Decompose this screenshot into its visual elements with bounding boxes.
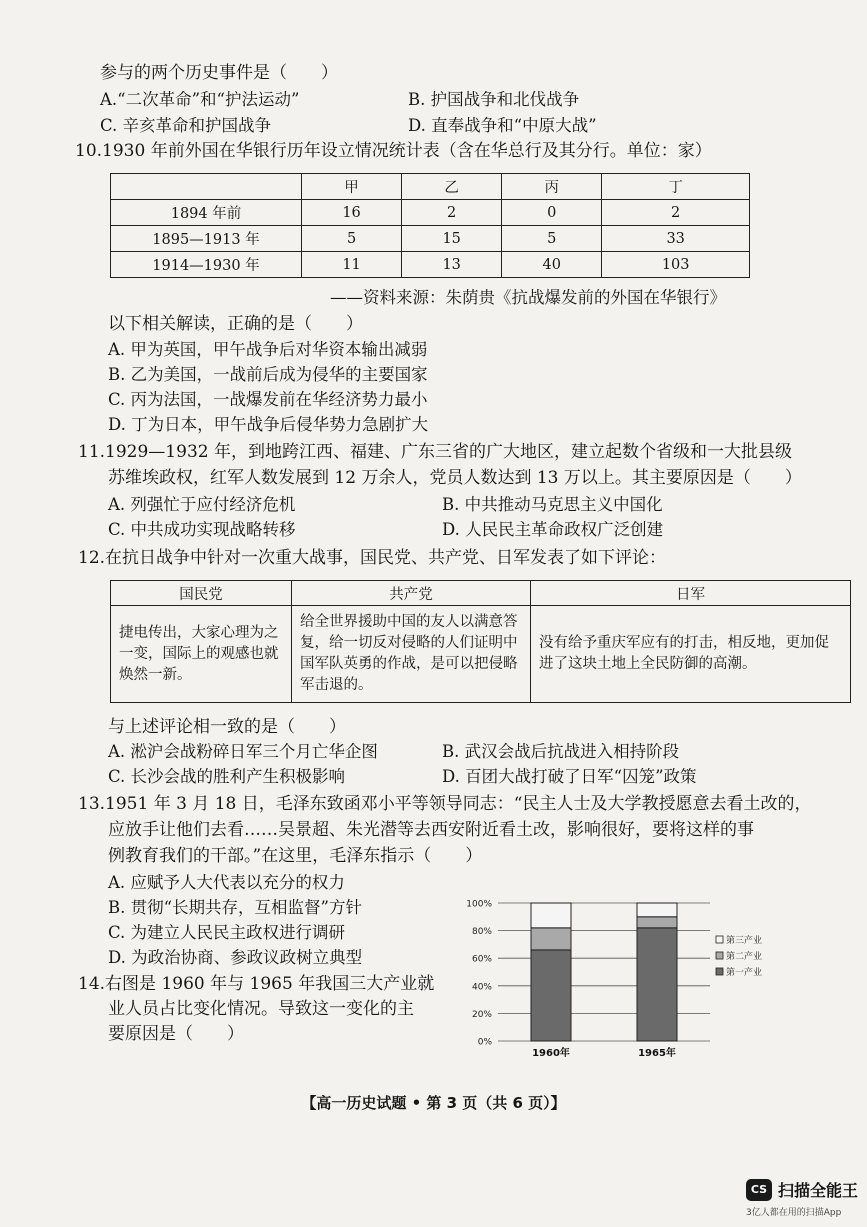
table-row xyxy=(111,200,750,226)
q13-stem-line1 xyxy=(78,793,811,815)
q13-stem-line3: 例教育我们的干部。”在这里，毛泽东指示（ ） xyxy=(108,846,483,866)
table-cell: 捷电传出，大家心理为之一变，国际上的观感也就焕然一新。 xyxy=(111,606,292,703)
q9-option-d: D. 直奉战争和“中原大战” xyxy=(408,116,597,135)
chart-ytick-label: 80% xyxy=(471,927,492,938)
chart-bar-segment xyxy=(637,917,677,928)
q11-option-a: A. 列强忙于应付经济危机 xyxy=(108,495,296,514)
chart-legend-swatch xyxy=(716,952,723,959)
table-header-cell: 乙 xyxy=(402,174,502,200)
scanner-logo-icon: CS xyxy=(746,1179,772,1201)
q11-stem-text: 1929—1932 年，到地跨江西、福建、广东三省的广大地区，建立起数个省级和一大批县级 xyxy=(105,442,792,462)
table-cell: 给全世界援助中国的友人以满意答复，给一切反对侵略的人们证明中国军队英勇的作战，是可以把侵略军击退的。 xyxy=(292,606,531,703)
q10-bank-table xyxy=(110,173,750,278)
q12-stem-text: 在抗日战争中针对一次重大战事，国民党、共产党、日军发表了如下评论： xyxy=(105,548,667,568)
q14-number: 14. xyxy=(78,974,106,994)
q14-stem-line1 xyxy=(78,973,434,995)
q12-comment-table xyxy=(110,580,851,703)
q10-stem-text: 1930 年前外国在华银行历年设立情况统计表（含在华总行及其分行。单位：家） xyxy=(102,141,712,161)
chart-legend-label: 第一产业 xyxy=(726,968,763,978)
q12-stem xyxy=(78,547,666,569)
chart-bar-segment xyxy=(637,928,677,1041)
q13-stem-text: 1951 年 3 月 18 日，毛泽东致函邓小平等领导同志：“民主人士及大学教授愿意去看土改的， xyxy=(105,794,812,814)
table-row xyxy=(111,252,750,278)
table-cell: 5 xyxy=(502,226,602,252)
table-header-row xyxy=(111,174,750,200)
q10-source: ——资料来源：朱荫贵《抗战爆发前的外国在华银行》 xyxy=(330,288,726,307)
table-cell: 1895—1913 年 xyxy=(111,226,302,252)
q13-option-a: A. 应赋予人大代表以充分的权力 xyxy=(108,873,345,892)
table-row xyxy=(111,226,750,252)
table-cell: 11 xyxy=(302,252,402,278)
q14-stem-line2: 业人员占比变化情况。导致这一变化的主 xyxy=(108,999,414,1019)
q11-stem-line2: 苏维埃政权，红军人数发展到 12 万余人，党员人数达到 13 万以上。其主要原因是（ ） xyxy=(108,468,802,488)
chart-ytick-label: 0% xyxy=(477,1037,492,1048)
table-cell: 5 xyxy=(302,226,402,252)
table-header-cell: 共产党 xyxy=(292,581,531,606)
q13-option-b: B. 贯彻“长期共存，互相监督”方针 xyxy=(108,898,362,917)
q11-option-b: B. 中共推动马克思主义中国化 xyxy=(442,495,663,514)
chart-bar-segment xyxy=(637,903,677,917)
table-header-cell: 日军 xyxy=(531,581,851,606)
chart-bar-segment xyxy=(531,950,571,1041)
q12-option-c: C. 长沙会战的胜利产生积极影响 xyxy=(108,767,346,786)
chart-xtick-label: 1965年 xyxy=(638,1048,676,1059)
table-cell: 1914—1930 年 xyxy=(111,252,302,278)
chart-bar-segment xyxy=(531,903,571,928)
q10-prompt: 以下相关解读，正确的是（ ） xyxy=(108,314,363,334)
q11-stem-line1 xyxy=(78,441,792,463)
chart-legend-label: 第三产业 xyxy=(726,936,763,946)
table-cell: 103 xyxy=(602,252,750,278)
chart-ytick-label: 40% xyxy=(471,982,492,993)
q10-option-b: B. 乙为美国，一战前后成为侵华的主要国家 xyxy=(108,365,428,384)
q9-option-c: C. 辛亥革命和护国战争 xyxy=(100,116,272,135)
q11-number: 11. xyxy=(78,442,106,462)
table-header-cell: 丙 xyxy=(502,174,602,200)
table-header-cell xyxy=(111,174,302,200)
q11-option-d: D. 人民民主革命政权广泛创建 xyxy=(442,520,664,539)
q13-option-c: C. 为建立人民民主政权进行调研 xyxy=(108,923,346,942)
table-header-cell: 丁 xyxy=(602,174,750,200)
q14-stem-text: 右图是 1960 年与 1965 年我国三大产业就 xyxy=(105,974,435,994)
page-footer: 【高一历史试题 • 第 3 页（共 6 页）】 xyxy=(301,1094,566,1112)
q13-number: 13. xyxy=(78,794,106,814)
table-cell: 没有给予重庆军应有的打击，相反地，更加促进了这块土地上全民防御的高潮。 xyxy=(531,606,851,703)
q13-stem-line2: 应放手让他们去看……吴景超、朱光潜等去西安附近看土改，影响很好，要将这样的事 xyxy=(108,820,754,840)
chart-ytick-label: 20% xyxy=(471,1009,492,1020)
table-cell: 40 xyxy=(502,252,602,278)
table-cell: 2 xyxy=(602,200,750,226)
table-cell: 2 xyxy=(402,200,502,226)
table-cell: 16 xyxy=(302,200,402,226)
q12-option-d: D. 百团大战打破了日军“囚笼”政策 xyxy=(442,767,697,786)
employment-stacked-bar-chart xyxy=(460,895,780,1070)
table-cell: 33 xyxy=(602,226,750,252)
q10-option-a: A. 甲为英国，甲午战争后对华资本输出减弱 xyxy=(108,340,428,359)
table-cell: 1894 年前 xyxy=(111,200,302,226)
chart-legend-swatch xyxy=(716,936,723,943)
table-cell: 0 xyxy=(502,200,602,226)
q10-stem xyxy=(75,140,712,162)
q12-prompt: 与上述评论相一致的是（ ） xyxy=(108,717,346,737)
q12-number: 12. xyxy=(78,548,106,568)
q9-stem-tail: 参与的两个历史事件是（ ） xyxy=(100,63,338,83)
q12-option-a: A. 淞沪会战粉碎日军三个月亡华企图 xyxy=(108,742,378,761)
q10-option-d: D. 丁为日本，甲午战争后侵华势力急剧扩大 xyxy=(108,415,429,434)
chart-bar-segment xyxy=(531,928,571,950)
table-header-cell: 国民党 xyxy=(111,581,292,606)
q9-option-a: A.“二次革命”和“护法运动” xyxy=(100,90,300,109)
q10-option-c: C. 丙为法国，一战爆发前在华经济势力最小 xyxy=(108,390,428,409)
scanner-tagline: 3亿人都在用的扫描App xyxy=(746,1208,842,1218)
chart-ytick-label: 100% xyxy=(466,899,492,910)
q12-option-b: B. 武汉会战后抗战进入相持阶段 xyxy=(442,742,680,761)
q9-option-b: B. 护国战争和北伐战争 xyxy=(408,90,580,109)
scanner-app-name: 扫描全能王 xyxy=(778,1181,859,1200)
table-header-row xyxy=(111,581,851,606)
chart-legend-label: 第二产业 xyxy=(726,952,763,962)
q13-option-d: D. 为政治协商、参政议政树立典型 xyxy=(108,948,363,967)
chart-legend-swatch xyxy=(716,968,723,975)
chart-ytick-label: 60% xyxy=(471,954,492,965)
q14-stem-line3: 要原因是（ ） xyxy=(108,1024,244,1044)
table-header-cell: 甲 xyxy=(302,174,402,200)
table-cell: 15 xyxy=(402,226,502,252)
table-row xyxy=(111,606,851,703)
chart-xtick-label: 1960年 xyxy=(532,1048,570,1059)
q11-option-c: C. 中共成功实现战略转移 xyxy=(108,520,296,539)
q10-number: 10. xyxy=(75,141,103,161)
table-cell: 13 xyxy=(402,252,502,278)
